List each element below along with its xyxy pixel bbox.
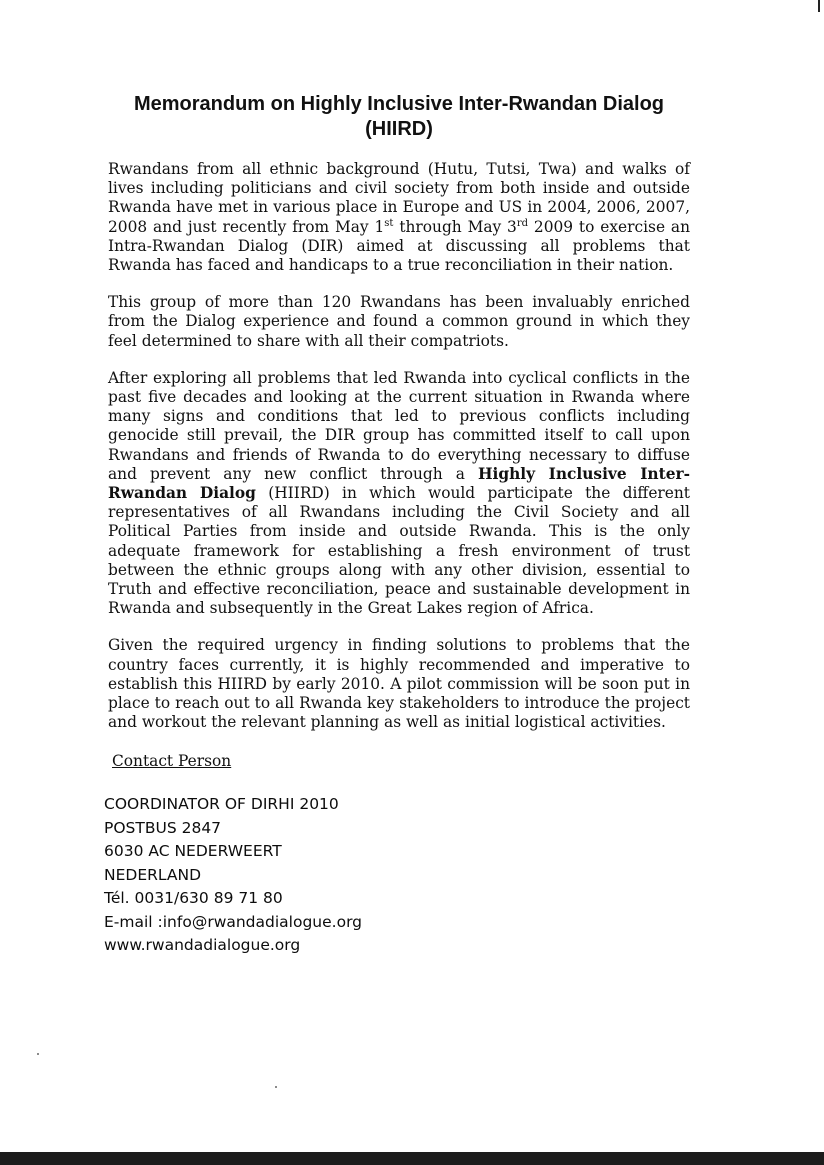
scan-speck xyxy=(275,1086,277,1088)
contact-postal-city: 6030 AC NEDERWEERT xyxy=(104,842,282,861)
contact-block xyxy=(104,793,690,957)
scan-edge-mark xyxy=(818,0,820,12)
contact-phone: Tél. 0031/630 89 71 80 xyxy=(104,889,283,908)
hiird-emphasis: Highly Inclusive Inter-Rwandan Dialog xyxy=(108,464,690,503)
paragraph-hiird xyxy=(108,369,690,619)
contact-heading: Contact Person xyxy=(112,752,232,771)
paragraph-hiird-part2: (HIIRD) in which would participate the different representatives of all Rwandans including the Civil Society and all Political Parties from inside and outside Rwanda. This is the only adequate framework for establishing a fresh environment of trust between the ethnic groups along with any other division, essential to Truth and effective reconciliation, peace and sustainable development in Rwanda and subsequently in the Great Lakes region of Africa. xyxy=(108,484,690,618)
paragraph-intro xyxy=(108,160,690,275)
paragraph-intro-part1: Rwandans from all ethnic background (Hutu, Tutsi, Twa) and walks of lives including politicians and civil society from both inside and outside Rwanda have met in various place in Europe and US in 2004, 2006, 2007, 2008 and just recently from May 1 xyxy=(108,160,690,236)
contact-postbus: POSTBUS 2847 xyxy=(104,818,222,837)
contact-organization: COORDINATOR OF DIRHI 2010 xyxy=(104,795,339,814)
paragraph-group: This group of more than 120 Rwandans has been invaluably enriched from the Dialog experience and found a common ground in which they feel determined to share with all their compatriots. xyxy=(108,293,690,350)
paragraph-urgency: Given the required urgency in finding solutions to problems that the country faces currently, it is highly recommended and imperative to establish this HIIRD by early 2010. A pilot commission will be soon put in place to reach out to all Rwanda key stakeholders to introduce the project and workout the relevant planning as well as initial logistical activities. xyxy=(108,636,690,732)
contact-country: NEDERLAND xyxy=(104,865,202,884)
document-title: Memorandum on Highly Inclusive Inter-Rwandan Dialog (HIIRD) xyxy=(133,93,665,140)
contact-website: www.rwandadialogue.org xyxy=(104,935,301,954)
ordinal-suffix: st xyxy=(384,217,394,229)
memorandum-page xyxy=(104,92,690,957)
paragraph-intro-part3: 2009 to exercise an Intra-Rwandan Dialog (DIR) aimed at discussing all problems that Rwanda has faced and handicaps to a true reconciliation in their nation. xyxy=(108,217,690,275)
contact-email: E-mail :info@rwandadialogue.org xyxy=(104,912,363,931)
scan-speck xyxy=(37,1053,39,1055)
ordinal-suffix: rd xyxy=(516,217,529,229)
scan-edge-mark xyxy=(0,1152,824,1165)
paragraph-hiird-part1: After exploring all problems that led Rwanda into cyclical conflicts in the past five decades and looking at the current situation in Rwanda where many signs and conditions that led to previous conflicts including genocide still prevail, the DIR group has committed itself to call upon Rwandans and friends of Rwanda to do everything necessary to diffuse and prevent any new conflict through a xyxy=(108,368,690,483)
paragraph-intro-part2: through May 3 xyxy=(393,217,517,236)
